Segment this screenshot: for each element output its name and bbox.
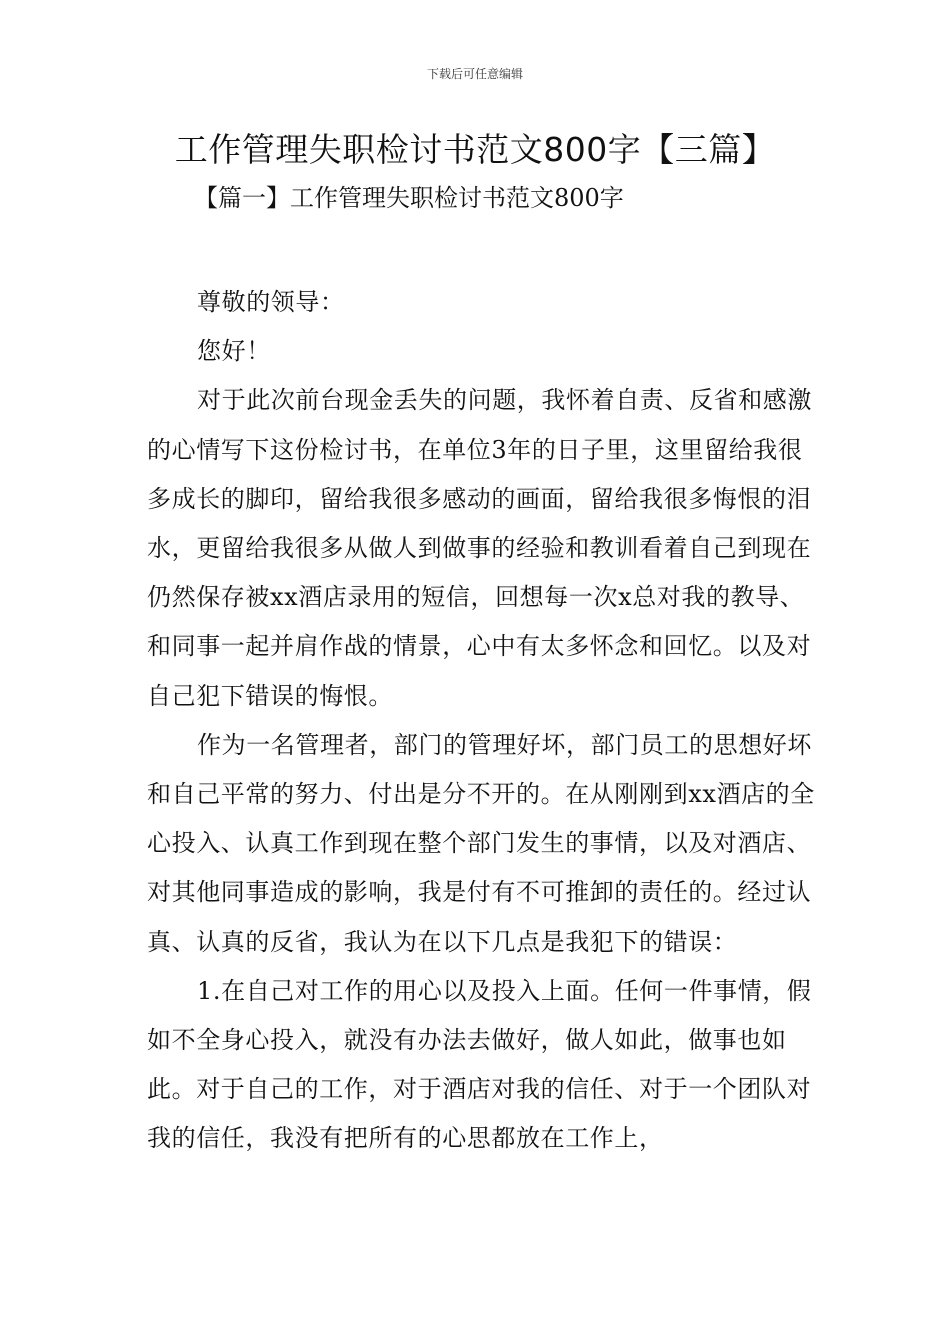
document-body (147, 278, 827, 1164)
salutation: 尊敬的领导： (197, 288, 345, 316)
greeting: 您好！ (197, 337, 271, 366)
document-title: 工作管理失职检讨书范文800字【三篇】 (174, 130, 776, 169)
page-header-note: 下载后可任意编辑 (426, 67, 523, 81)
paragraph-1: 对于此次前台现金丢失的问题，我怀着自责、反省和感激的心情写下这份检讨书，在单位3年的日子里，这里留给我很多成长的脚印，留给我很多感动的画面，留给我很多悔恨的泪水，更留给我很多从做人到做事的经验和教训看着自己到现在仍然保存被xx酒店录用的短信，回想每一次x总对我的教导、和同事一起并肩作战的情景，心中有太多怀念和回忆。以及对自己犯下错误的悔恨。 (147, 386, 812, 710)
paragraph-2: 作为一名管理者，部门的管理好坏，部门员工的思想好坏和自己平常的努力、付出是分不开的。在从刚刚到xx酒店的全心投入、认真工作到现在整个部门发生的事情，以及对酒店、对其他同事造成的影响，我是付有不可推卸的责任的。经过认真、认真的反省，我认为在以下几点是我犯下的错误： (147, 730, 815, 956)
paragraph-3: 1.在自己对工作的用心以及投入上面。任何一件事情，假如不全身心投入，就没有办法去做好，做人如此，做事也如此。对于自己的工作，对于酒店对我的信任、对于一个团队对我的信任，我没有把所有的心思都放在工作上， (147, 976, 812, 1153)
section-subtitle: 【篇一】工作管理失职检讨书范文800字 (194, 184, 624, 212)
